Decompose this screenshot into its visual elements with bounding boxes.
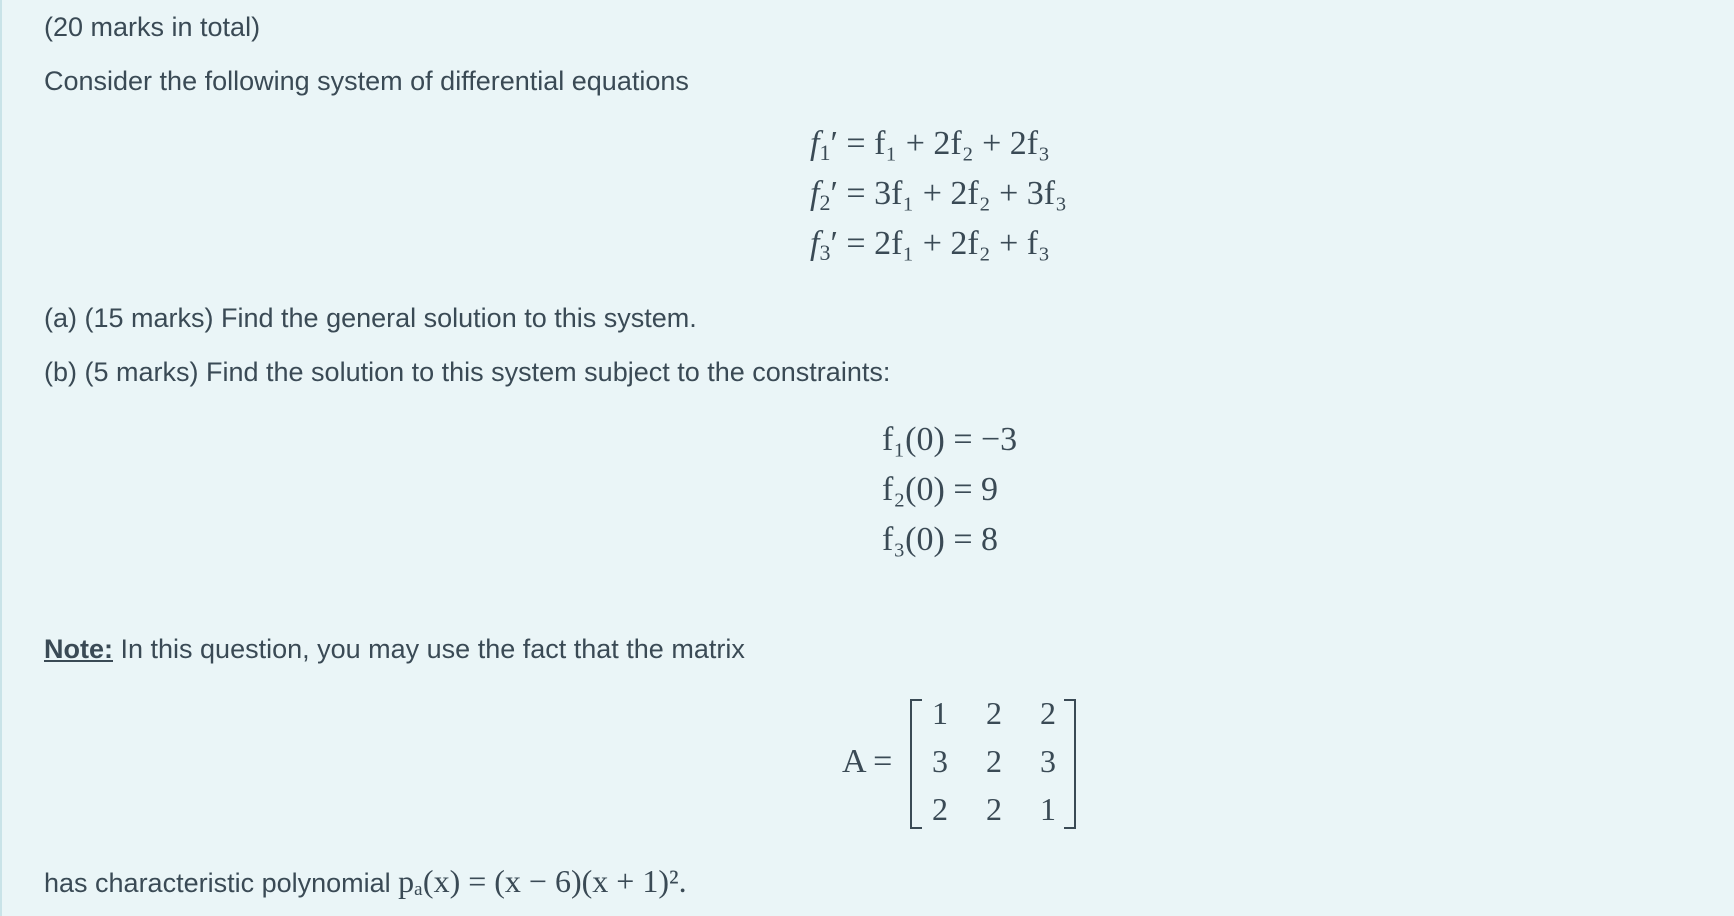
constraints — [882, 418, 1017, 568]
matrix-cell: 1 — [932, 695, 948, 731]
note-line — [44, 632, 745, 666]
part-b: (b) (5 marks) Find the solution to this system subject to the constraints: — [44, 357, 891, 387]
matrix-cell: 2 — [986, 695, 1002, 731]
matrix-cell: 2 — [932, 791, 948, 827]
part-a: (a) (15 marks) Find the general solution to this system. — [44, 303, 697, 333]
conclusion-line — [44, 864, 687, 900]
constraint-2: f₂(0) = 9 — [882, 471, 998, 508]
conclusion-text: has characteristic polynomial — [44, 868, 399, 898]
matrix-cell: 2 — [986, 791, 1002, 827]
equation-3-rhs: = 2f₁ + 2f₂ + f₃ — [846, 225, 1050, 262]
matrix-cell: 3 — [1040, 743, 1056, 779]
characteristic-polynomial: pₐ(x) = (x − 6)(x + 1)². — [398, 863, 687, 899]
equation-1: $f_1' = f_1 + 2f_2 + 2f_3$ — [810, 125, 1050, 165]
note-label: Note: — [44, 634, 113, 664]
marks-total: (20 marks in total) — [44, 12, 261, 42]
matrix-cell: 2 — [986, 743, 1002, 779]
equation-3: $f_3' = 2f_1 + 2f_2 + f_3$ — [810, 225, 1050, 265]
matrix-cell: 2 — [1040, 695, 1056, 731]
matrix-name: A = — [842, 743, 893, 780]
note-text: In this question, you may use the fact that the matrix — [113, 634, 745, 664]
constraint-3: f₃(0) = 8 — [882, 521, 998, 558]
constraint-1: f₁(0) = −3 — [882, 421, 1018, 458]
matrix-cell: 3 — [932, 743, 948, 779]
equation-2-rhs: = 3f₁ + 2f₂ + 3f₃ — [846, 175, 1067, 212]
equation-system — [810, 122, 1067, 272]
intro-text: Consider the following system of differential equations — [44, 66, 689, 96]
matrix-cell: 1 — [1040, 791, 1056, 827]
equation-1-rhs: = f₁ + 2f₂ + 2f₃ — [846, 125, 1050, 162]
equation-2: $f_2' = 3f_1 + 2f_2 + 3f_3$ — [810, 175, 1067, 215]
